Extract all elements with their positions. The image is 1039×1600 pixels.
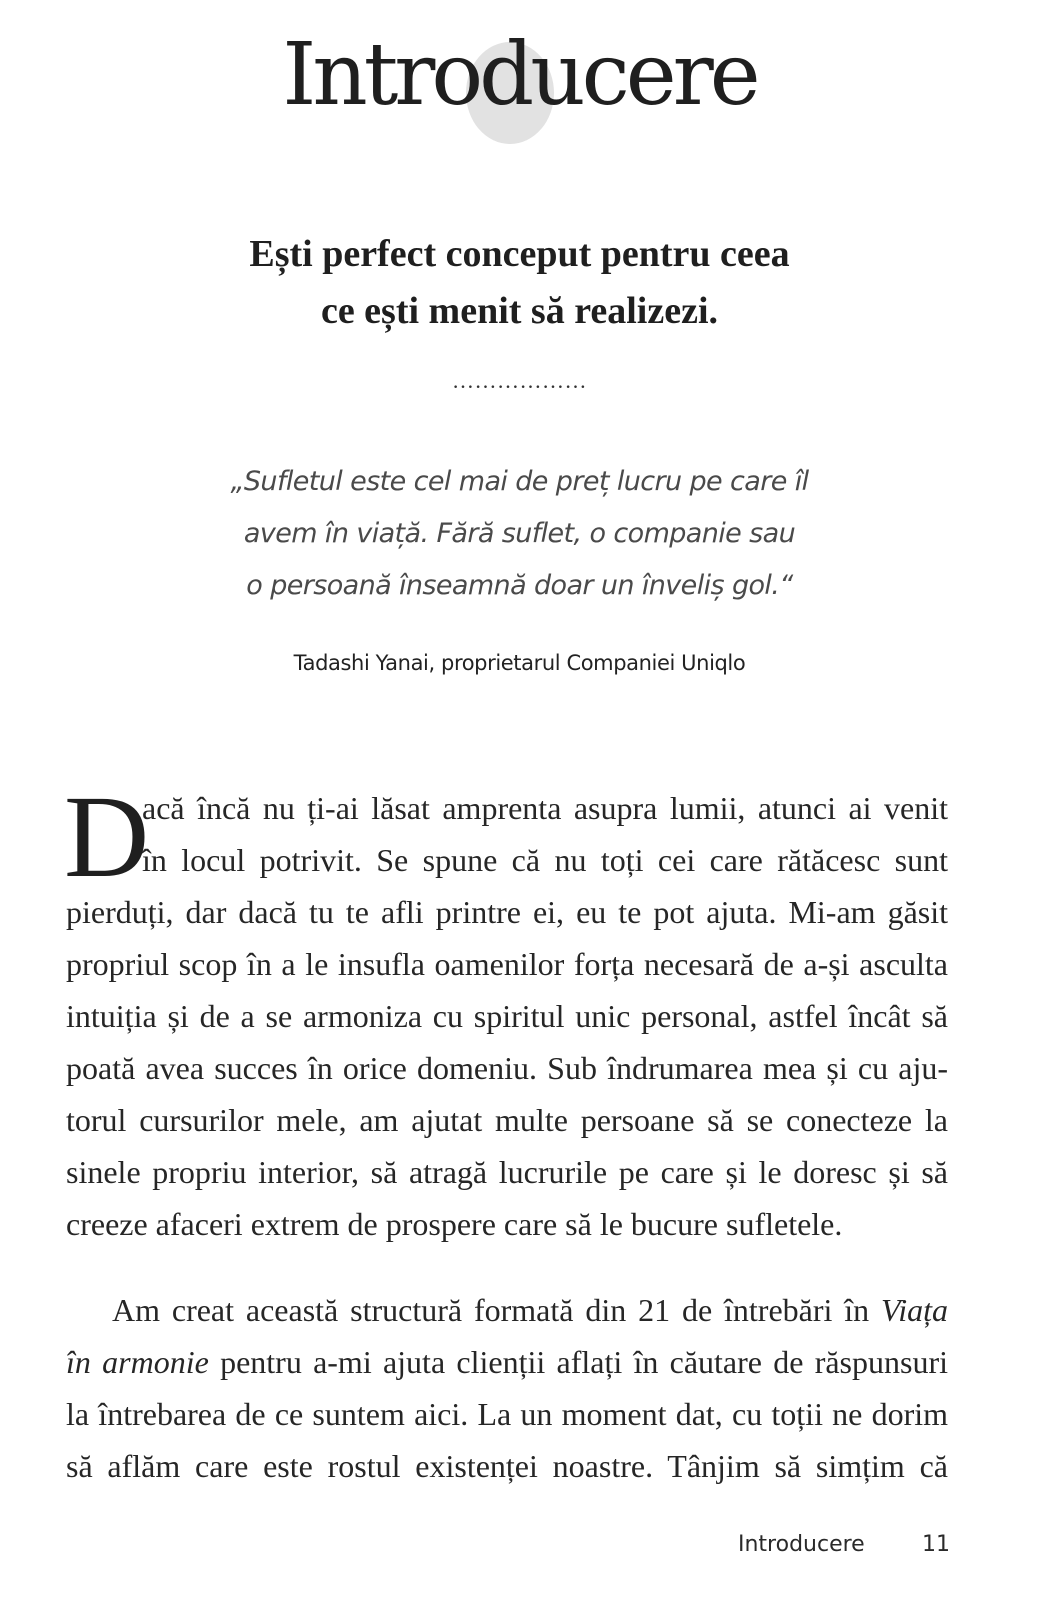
body-text-run: pentru a-mi ajuta clienții aflați în căutare de răspunsuri — [208, 1344, 948, 1380]
body-line: intuiția și de a se armoniza cu spiritul unic personal, astfel încât să — [66, 998, 948, 1034]
epigraph-attribution: Tadashi Yanai, proprietarul Companiei Uniqlo — [293, 651, 746, 675]
body-line: în locul potrivit. Se spune că nu toți cei care rătăcesc sunt — [142, 842, 948, 878]
body-line — [112, 1284, 948, 1336]
body-line: să aflăm care este rostul existenței noastre. Tânjim să simțim că — [66, 1448, 948, 1484]
quote-line: avem în viață. Fără suflet, o companie sau — [243, 518, 796, 549]
page-number: 11 — [922, 1532, 950, 1557]
quote-line: o persoană înseamnă doar un înveliș gol.“ — [246, 570, 793, 601]
subheading-line: Ești perfect conceput pentru ceea — [249, 233, 790, 275]
body-line — [66, 1336, 948, 1388]
body-line: acă încă nu ți-ai lăsat amprenta asupra lumii, atunci ai venit — [142, 790, 948, 826]
quote-line: „Sufletul este cel mai de preț lucru pe care îl — [230, 466, 809, 497]
dotted-separator: ……………… — [452, 368, 587, 393]
epigraph-quote — [0, 456, 1039, 612]
body-line: pierduți, dar dacă tu te afli printre ei, eu te pot ajuta. Mi-am găsit — [66, 894, 948, 930]
body-line: torul cursurilor mele, am ajutat multe persoane să se conecteze la — [66, 1102, 948, 1138]
running-footer-section: Introducere — [738, 1532, 865, 1557]
subheading-line: ce ești menit să realizezi. — [320, 290, 719, 332]
book-title-italic: în armonie — [66, 1344, 209, 1380]
body-line: poată avea succes în orice domeniu. Sub îndrumarea mea și cu aju- — [66, 1050, 948, 1086]
chapter-subheading — [0, 226, 1039, 340]
chapter-title-block — [0, 20, 1039, 130]
body-line: la întrebarea de ce suntem aici. La un moment dat, cu toții ne dorim — [66, 1396, 948, 1432]
drop-cap: D — [64, 771, 150, 902]
body-text-run: Am creat această structură formată din 21 de întrebări în — [112, 1292, 882, 1328]
body-line: sinele propriu interior, să atragă lucrurile pe care și le doresc și să — [66, 1154, 948, 1190]
body-line: propriul scop în a le insufla oamenilor forța necesară de a-și asculta — [66, 946, 948, 982]
chapter-title: Introducere — [282, 25, 757, 125]
book-title-italic: Viața — [881, 1292, 948, 1328]
body-line: creeze afaceri extrem de prospere care să le bucure sufletele. — [66, 1206, 843, 1242]
